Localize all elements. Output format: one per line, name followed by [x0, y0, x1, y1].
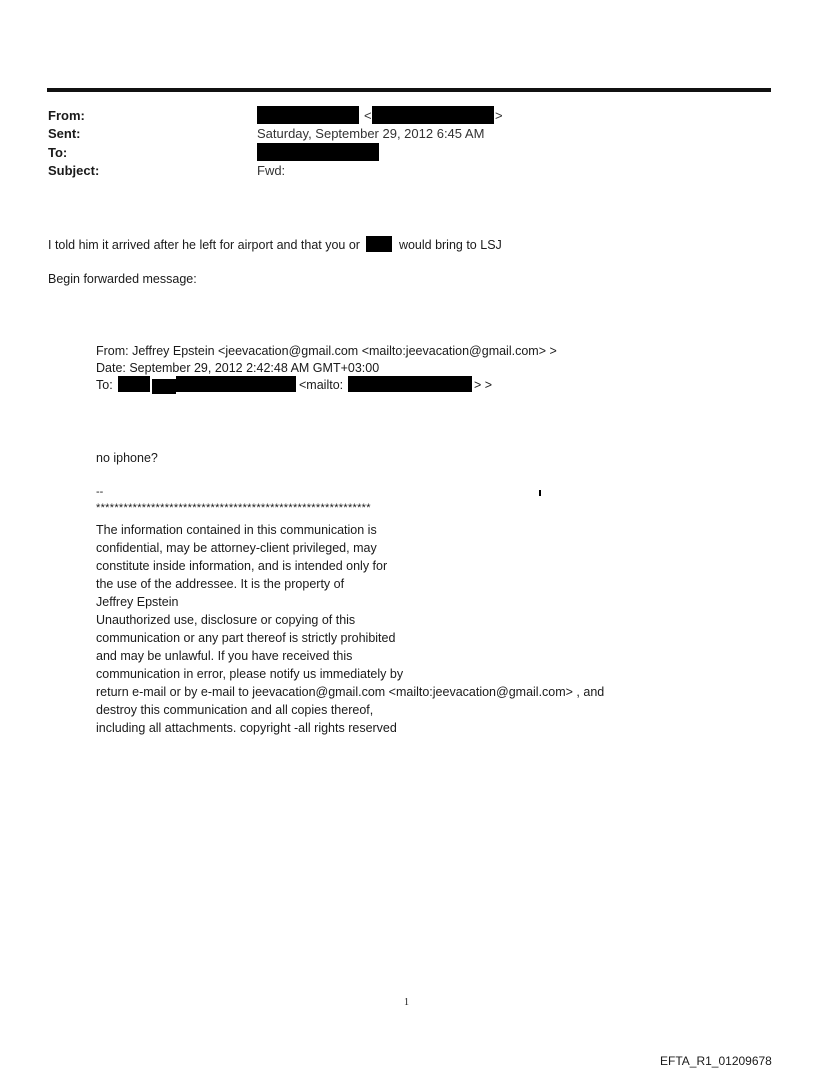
fwd-from-line: From: Jeffrey Epstein <jeevacation@gmail.com <mailto:jeevacation@gmail.com> > [96, 344, 557, 358]
scan-artifact [539, 490, 541, 496]
disclaimer-line: Jeffrey Epstein [96, 595, 179, 609]
fwd-message: no iphone? [96, 451, 158, 465]
signature-dashes: -- [96, 486, 104, 498]
fwd-to-label: To: [96, 378, 113, 392]
body-line-1-part-1: I told him it arrived after he left for airport and that you or [48, 238, 360, 252]
from-lt: < [364, 108, 372, 123]
disclaimer-line: communication in error, please notify us immediately by [96, 667, 404, 681]
disclaimer-line: destroy this communication and all copies thereof, [96, 703, 374, 717]
redaction-from-email [372, 106, 494, 124]
page-number: 1 [404, 997, 409, 1008]
subject-label: Subject: [48, 163, 100, 178]
disclaimer-line: the use of the addressee. It is the property of [96, 577, 345, 591]
redaction-to [257, 143, 379, 161]
disclaimer [96, 521, 604, 737]
from-gt: > [495, 108, 503, 123]
redaction-name [366, 236, 392, 252]
disclaimer-line: communication or any part thereof is strictly prohibited [96, 631, 396, 645]
subject-value: Fwd: [257, 163, 286, 178]
header-rule [47, 88, 771, 92]
begin-forwarded: Begin forwarded message: [48, 272, 197, 286]
fwd-date-line: Date: September 29, 2012 2:42:48 AM GMT+03:00 [96, 361, 380, 375]
redaction-fwd-to-3 [176, 376, 296, 392]
disclaimer-line: return e-mail or by e-mail to jeevacation@gmail.com <mailto:jeevacation@gmail.com> , and [96, 685, 605, 699]
disclaimer-line: and may be unlawful. If you have received this [96, 649, 353, 663]
body-line-1 [48, 236, 502, 252]
to-label: To: [48, 145, 68, 160]
redaction-fwd-to-2 [152, 379, 176, 394]
sent-value: Saturday, September 29, 2012 6:45 AM [257, 126, 485, 141]
disclaimer-line: including all attachments. copyright -all rights reserved [96, 721, 397, 735]
fwd-to-end: > > [474, 378, 493, 392]
redaction-from-name [257, 106, 359, 124]
document-id: EFTA_R1_01209678 [660, 1054, 772, 1068]
sent-label: Sent: [48, 126, 81, 141]
disclaimer-line: The information contained in this communication is [96, 523, 377, 537]
disclaimer-line: Unauthorized use, disclosure or copying of this [96, 613, 356, 627]
fwd-to-mailto: <mailto: [299, 378, 344, 392]
body-line-1-part-2: would bring to LSJ [398, 238, 502, 252]
disclaimer-line: confidential, may be attorney-client privileged, may [96, 541, 377, 555]
redaction-fwd-to-email [348, 376, 472, 392]
disclaimer-line: constitute inside information, and is intended only for [96, 559, 388, 573]
signature-stars: ************************************************************ [96, 502, 371, 514]
redaction-fwd-to-1 [118, 376, 150, 392]
from-label: From: [48, 108, 85, 123]
